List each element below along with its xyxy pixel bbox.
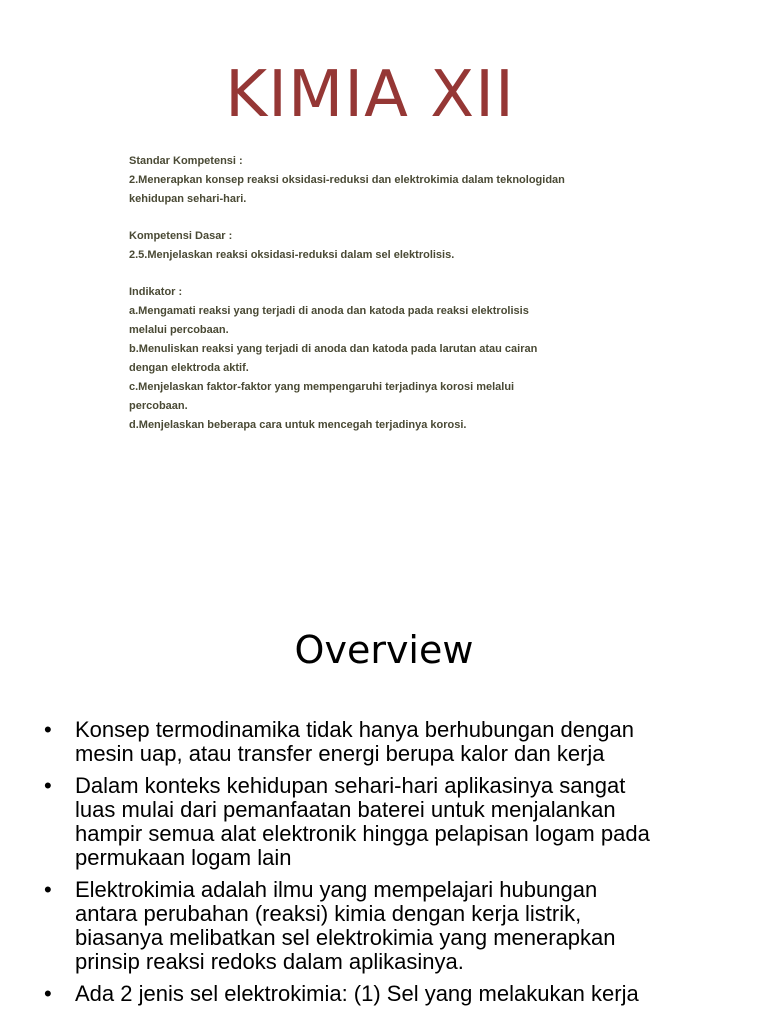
indikator-text: dengan elektroda aktif. xyxy=(129,362,249,374)
bullet-item xyxy=(44,982,764,1006)
indikator-text: a.Mengamati reaksi yang terjadi di anoda dan katoda pada reaksi elektrolisis xyxy=(129,305,529,317)
bullet-text: hampir semua alat elektronik hingga pelapisan logam pada xyxy=(75,821,650,846)
dasar-text: 2.5.Menjelaskan reaksi oksidasi-reduksi dalam sel elektrolisis. xyxy=(129,249,455,261)
bullet-text: Konsep termodinamika tidak hanya berhubungan dengan xyxy=(75,717,634,742)
standar-label: Standar Kompetensi : xyxy=(129,155,243,167)
bullet-icon: • xyxy=(44,981,52,1006)
indikator-text: c.Menjelaskan faktor-faktor yang mempengaruhi terjadinya korosi melalui xyxy=(129,381,515,393)
bullet-icon: • xyxy=(44,773,52,798)
bullet-icon: • xyxy=(44,877,52,902)
bullet-item xyxy=(44,718,764,766)
standar-text: 2.Menerapkan konsep reaksi oksidasi-reduksi dan elektrokimia dalam teknologidan xyxy=(129,174,565,186)
bullet-text: luas mulai dari pemanfaatan baterei untuk menjalankan xyxy=(75,797,616,822)
bullet-icon: • xyxy=(44,717,52,742)
bullet-text: prinsip reaksi redoks dalam aplikasinya. xyxy=(75,949,464,974)
indikator-text: melalui percobaan. xyxy=(129,324,229,336)
bullet-text: Dalam konteks kehidupan sehari-hari aplikasinya sangat xyxy=(75,773,626,798)
bullet-item xyxy=(44,878,764,974)
bullet-text: antara perubahan (reaksi) kimia dengan kerja listrik, xyxy=(75,901,582,926)
bullet-text: biasanya melibatkan sel elektrokimia yang menerapkan xyxy=(75,925,616,950)
indikator-text: percobaan. xyxy=(129,400,188,412)
bullet-text: Ada 2 jenis sel elektrokimia: (1) Sel yang melakukan kerja xyxy=(75,981,639,1006)
bullet-text: mesin uap, atau transfer energi berupa kalor dan kerja xyxy=(75,741,605,766)
standar-text: kehidupan sehari-hari. xyxy=(129,193,247,205)
bullet-text: permukaan logam lain xyxy=(75,845,292,870)
competency-block xyxy=(129,152,565,435)
bullet-list xyxy=(44,718,764,1014)
indikator-text: d.Menjelaskan beberapa cara untuk mencegah terjadinya korosi. xyxy=(129,419,467,431)
slide-title: Overview xyxy=(294,628,474,672)
dasar-label: Kompetensi Dasar : xyxy=(129,230,233,242)
slide-title: KIMIA XII xyxy=(225,58,515,132)
indikator-label: Indikator : xyxy=(129,286,183,298)
bullet-text: Elektrokimia adalah ilmu yang mempelajari hubungan xyxy=(75,877,598,902)
indikator-text: b.Menuliskan reaksi yang terjadi di anoda dan katoda pada larutan atau cairan xyxy=(129,343,538,355)
bullet-item xyxy=(44,774,764,870)
